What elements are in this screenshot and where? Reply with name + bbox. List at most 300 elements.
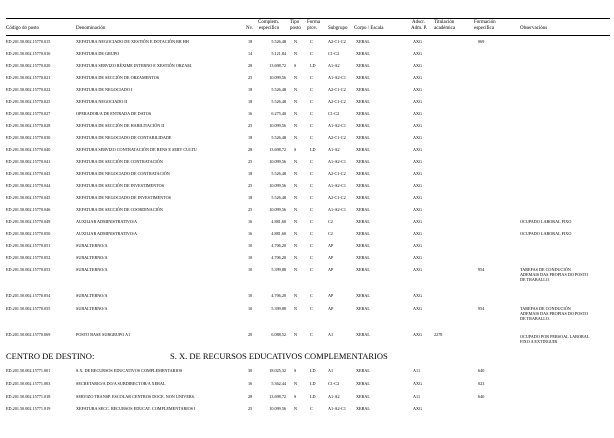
row-forma: C [310,219,313,224]
row-comp: 10.099,56 [269,183,286,188]
row-comp: 4.881,60 [271,231,286,236]
row-nivel: 25 [248,207,253,212]
row-adscr: AXG [413,267,423,272]
centro-destino-value: S. X. DE RECURSOS EDUCATIVOS COMPLEMENTARIOS [170,351,388,361]
table-row [0,99,614,109]
row-nivel: 10 [248,293,253,298]
row-adscr: A11 [413,394,421,399]
row-adscr: AXG [413,243,423,248]
row-tipo: N [294,171,298,176]
row-subgrupo: A1-A2 [328,63,340,68]
header-titulacion-1: Titulación [434,20,455,25]
row-observacion: DE TRABALLO. [520,277,550,282]
row-denom: AUXILIAR ADMINISTRATIVO/A [76,231,138,236]
row-denom: SUBALTERNO/A [76,293,108,298]
header-forma-1: Forma [307,20,321,25]
row-adscr: AXG [413,219,423,224]
row-tipo: N [294,332,298,337]
row-denom: XEFATURA SECC. RECURSOS EDUCAT. COMPLEMENTARIOS I [76,406,196,411]
row-corpo: XERAL [356,255,370,260]
row-comp: 5.526,48 [271,99,286,104]
row-denom: XEFATURA DE NEGOCIADO DE CONTRATACIÓN [76,171,170,176]
row-corpo: XERAL [356,39,370,44]
row-nivel: 30 [248,368,253,373]
row-formacion: 069 [478,39,485,44]
row-corpo: XERAL [356,394,370,399]
table-row [0,111,614,121]
row-adscr: AXG [413,87,423,92]
row-forma: C [310,332,313,337]
row-corpo: XERAL [356,243,370,248]
row-corpo: XERAL [356,231,370,236]
row-code: ED.201.50.002.15770.055 [6,306,51,311]
row-denom: SUBALTERNO/A [76,255,108,260]
row-denom: XEFATURA NEGOCIADO DE XESTIÓN E DOTACIÓN RR HH [76,39,189,44]
row-corpo: XERAL [356,63,370,68]
row-tipo: N [294,219,298,224]
row-corpo: XERAL [356,51,370,56]
table-row [0,75,614,85]
row-nivel: 25 [248,123,253,128]
row-tipo: N [294,267,298,272]
row-tipo: N [294,135,298,140]
row-adscr: AXG [413,332,423,337]
row-denom: SUBALTERNO/A [76,306,108,311]
row-adscr: AXG [413,195,423,200]
header-formacion-1: Formación [474,20,496,25]
row-code: ED.201.50.002.15770.046 [6,207,51,212]
row-denom: XEFATURA DE SECCIÓN DE CONTRATACIÓN [76,159,163,164]
row-comp: 4.706,20 [271,243,286,248]
row-subgrupo: A1-A2 [328,147,340,152]
row-denom: SECRETARIO/A DO/A SUBDIRECTOR/A XERAL [76,381,166,386]
row-nivel: 14 [248,51,253,56]
header-adscr-1: Adscr. [412,20,425,25]
row-forma: C [310,231,313,236]
row-nivel: 28 [248,147,253,152]
header-subgrupo: Subgrupo [328,26,348,31]
row-nivel: 18 [248,135,253,140]
row-subgrupo: AP [328,267,334,272]
row-adscr: AXG [413,63,423,68]
row-subgrupo: A1-A2-C1 [328,207,346,212]
row-subgrupo: C1-C2 [328,51,340,56]
row-subgrupo: A2-C1-C2 [328,195,346,200]
row-comp: 5.362,44 [271,381,286,386]
row-formacion: 954 [478,267,485,272]
table-row [0,195,614,205]
header-formacion-2: específica [474,26,494,31]
row-tipo: N [294,381,298,386]
row-code: ED.201.50.002.15770.049 [6,219,51,224]
row-tipo: N [294,255,298,260]
row-denom: SERVIZO TRANSP. ESCOLAR CENTROS DOCE. NON UNIVERS. [76,394,196,399]
row-comp: 5.399,88 [271,267,286,272]
row-code: ED.201.50.002.15770.041 [6,159,51,164]
row-tipo: S [294,394,297,399]
row-nivel: 18 [248,39,253,44]
row-forma: C [310,99,313,104]
table-row [0,381,614,391]
row-code: ED.201.50.002.15770.030 [6,135,51,140]
row-comp: 4.881,60 [271,219,286,224]
row-tipo: N [294,183,298,188]
row-nivel: 10 [248,243,253,248]
row-tipo: N [294,123,298,128]
row-forma: C [310,111,313,116]
row-corpo: XERAL [356,332,370,337]
centro-destino-heading [6,351,606,363]
header-complemento-2: específico [259,26,280,31]
row-forma: LD [310,381,316,386]
table-row [0,147,614,157]
row-adscr: AXG [413,293,423,298]
row-denom: POSTO BASE SUBGRUPO A1 [76,332,131,337]
table-row [0,368,614,378]
row-corpo: XERAL [356,171,370,176]
row-forma: C [310,183,313,188]
row-corpo: XERAL [356,123,370,128]
row-forma: C [310,51,313,56]
row-subgrupo: A1-A2-C1 [328,75,346,80]
row-subgrupo: C1-C2 [328,381,340,386]
table-row [0,394,614,404]
row-comp: 13.698,72 [269,147,286,152]
row-forma: C [310,75,313,80]
row-nivel: 10 [248,306,253,311]
table-row [0,207,614,217]
row-formacion: 640 [478,394,485,399]
row-observacion: OCUPADO LABORAL FIXO [520,219,572,224]
row-nivel: 28 [248,63,253,68]
row-comp: 6.275,40 [271,111,286,116]
row-nivel: 16 [248,381,253,386]
row-adscr: AXG [413,406,423,411]
row-formacion: 023 [478,381,485,386]
row-code: ED.201.50.002.15771.003 [6,381,51,386]
row-subgrupo: AP [328,306,334,311]
row-comp: 6.088,52 [271,332,286,337]
row-corpo: XERAL [356,195,370,200]
table-row [0,231,614,241]
row-denom: XEFATURA DE SECCIÓN DE HABILITACIÓN II [76,123,165,128]
row-corpo: XERAL [356,99,370,104]
row-adscr: AXG [413,147,423,152]
row-adscr: AXG [413,99,423,104]
row-formacion: 954 [478,306,485,311]
header-denominacion: Denominación [76,26,106,31]
row-adscr: AXG [413,381,423,386]
row-observacion: TAREFAS DE CONDUCIÓN [520,267,571,272]
row-tipo: N [294,39,298,44]
row-forma: C [310,39,313,44]
table-row [0,255,614,265]
row-tipo: N [294,293,298,298]
row-nivel: 25 [248,183,253,188]
row-tipo: N [294,231,298,236]
row-subgrupo: A1-A2-C1 [328,183,346,188]
row-tipo: N [294,75,298,80]
table-row [0,123,614,133]
row-code: ED.201.50.002.15770.027 [6,111,51,116]
row-corpo: XERAL [356,87,370,92]
row-observacion: ADEMAIS DAS PROPIAS DO POSTO [520,272,589,277]
row-subgrupo: A2-C1-C2 [328,135,346,140]
row-nivel: 18 [248,195,253,200]
row-forma: C [310,195,313,200]
row-forma: C [310,406,313,411]
row-nivel: 16 [248,219,253,224]
row-adscr: AXG [413,123,423,128]
row-code: ED.201.50.002.15770.040 [6,147,51,152]
row-subgrupo: A2-C1-C2 [328,87,346,92]
row-corpo: XERAL [356,293,370,298]
row-tipo: N [294,99,298,104]
row-denom: XEFATURA DE NEGOCIADO DE INVESTIMENTOS [76,195,171,200]
row-code: ED.201.50.002.15770.016 [6,51,51,56]
row-adscr: AXG [413,231,423,236]
row-code: ED.201.50.002.15770.044 [6,183,51,188]
table-row [0,267,614,291]
row-denom: XEFATURA DE NEGOCIADO I [76,87,133,92]
row-nivel: 16 [248,111,253,116]
row-code: ED.201.50.002.15770.051 [6,243,51,248]
row-denom: AUXILIAR ADMINISTRATIVO/A [76,219,138,224]
table-row [0,306,614,328]
row-comp: 10.099,56 [269,123,286,128]
row-nivel: 10 [248,267,253,272]
row-corpo: XERAL [356,306,370,311]
row-denom: XEFATURA SERVIZO RÉXIME INTERNO E XESTIÓN ORZAM. [76,63,193,68]
row-denom: SUBALTERNO/A [76,243,108,248]
row-comp: 10.099,56 [269,75,286,80]
row-adscr: AXG [413,75,423,80]
row-nivel: 16 [248,231,253,236]
row-adscr: AXG [413,135,423,140]
row-comp: 5.121,84 [271,51,286,56]
row-adscr: AXG [413,51,423,56]
row-formacion: 640 [478,368,485,373]
row-corpo: XERAL [356,267,370,272]
row-tipo: N [294,207,298,212]
row-comp: 5.526,48 [271,87,286,92]
row-denom: S.X. DE RECURSOS EDUCATIVOS COMPLEMENTARIOS [76,368,183,373]
row-forma: C [310,207,313,212]
row-denom: XEFATURA DE SECCIÓN DE ORZAMENTOS [76,75,160,80]
row-forma: C [310,123,313,128]
table-row [0,243,614,253]
row-forma: C [310,171,313,176]
row-corpo: XERAL [356,111,370,116]
row-adscr: AXG [413,207,423,212]
row-subgrupo: A1-A2 [328,394,340,399]
row-code: ED.201.50.002.15770.020 [6,63,51,68]
row-forma: C [310,255,313,260]
row-tipo: N [294,406,298,411]
header-corpo: Corpo / Escala [354,26,384,31]
row-comp: 5.526,48 [271,195,286,200]
row-forma: C [310,159,313,164]
table-row [0,171,614,181]
row-nivel: 18 [248,171,253,176]
row-adscr: A11 [413,368,421,373]
row-code: ED.201.50.002.15770.050 [6,231,51,236]
row-subgrupo: A1-A2-C1 [328,123,346,128]
row-comp: 13.698,72 [269,63,286,68]
row-code: ED.201.50.002.15770.053 [6,267,51,272]
table-row [0,87,614,97]
row-tipo: N [294,243,298,248]
row-adscr: AXG [413,171,423,176]
row-comp: 4.706,20 [271,255,286,260]
row-nivel: 25 [248,406,253,411]
row-denom: XEFATURA DE SECCIÓN DE INVESTIMENTOS [76,183,165,188]
row-subgrupo: A2-C1-C2 [328,171,346,176]
row-corpo: XERAL [356,368,370,373]
header-nivel: Nv. [246,26,254,31]
row-nivel: 20 [248,332,253,337]
row-corpo: XERAL [356,406,370,411]
header-tipo-2: posto [290,26,301,31]
row-code: ED.201.50.002.15770.022 [6,87,51,92]
row-comp: 10.099,56 [269,159,286,164]
row-code: ED.201.50.002.15770.052 [6,255,51,260]
row-comp: 5.526,48 [271,171,286,176]
row-subgrupo: A1-A2-C1 [328,406,346,411]
row-subgrupo: A1 [328,332,334,337]
row-adscr: AXG [413,159,423,164]
row-subgrupo: AP [328,293,334,298]
row-subgrupo: A1 [328,368,334,373]
row-observacion: OCUPADO LABORAL FIXO [520,231,572,236]
row-nivel: 18 [248,99,253,104]
row-tipo: S [294,63,297,68]
row-subgrupo: C2 [328,231,333,236]
row-tipo: N [294,111,298,116]
header-tipo-1: Tipo [290,20,300,25]
row-subgrupo: A1-A2-C1 [328,159,346,164]
table-row [0,406,614,416]
row-corpo: XERAL [356,207,370,212]
row-corpo: XERAL [356,219,370,224]
row-subgrupo: C1-C2 [328,111,340,116]
row-denom: XEFATURA NEGOCIADO II [76,99,128,104]
row-corpo: XERAL [356,147,370,152]
row-code: ED.201.50.002.15770.025 [6,99,51,104]
row-tipo: N [294,87,298,92]
row-subgrupo: C2 [328,219,333,224]
row-code: ED.201.50.002.15770.015 [6,39,51,44]
table-row [0,332,614,348]
row-corpo: XERAL [356,159,370,164]
row-forma: LD [310,394,316,399]
row-observacion: OCUPADO POR PERSOAL LABORAL [520,334,590,339]
row-adscr: AXG [413,39,423,44]
row-comp: 10.099,56 [269,207,286,212]
row-comp: 5.526,48 [271,135,286,140]
header-complemento-1: Complem. [258,20,279,25]
row-observacion: TAREFAS DE CONDUCIÓN [520,306,571,311]
row-comp: 5.526,48 [271,39,286,44]
row-comp: 18.025,32 [269,368,286,373]
row-denom: XEFATURA DE SECCIÓN DE COORDINACIÓN [76,207,163,212]
header-top-rule [6,18,610,19]
row-code: ED.201.50.002.15770.043 [6,171,51,176]
row-forma: C [310,267,313,272]
row-forma: LD [310,63,316,68]
header-bottom-rule [6,35,610,36]
row-forma: LD [310,368,316,373]
row-tipo: N [294,306,298,311]
row-corpo: XERAL [356,135,370,140]
header-forma-2: prov. [307,26,318,31]
row-denom: OPERADOR/A DE ENTRADA DE DATOS [76,111,152,116]
row-subgrupo: A2-C1-C2 [328,99,346,104]
row-code: ED.201.50.002.15771.018 [6,394,51,399]
row-corpo: XERAL [356,381,370,386]
table-row [0,63,614,73]
row-code: ED.201.50.002.15770.021 [6,75,51,80]
row-forma: C [310,243,313,248]
row-nivel: 10 [248,255,253,260]
table-row [0,219,614,229]
row-code: ED.201.50.002.15770.045 [6,195,51,200]
row-subgrupo: AP [328,243,334,248]
row-code: ED.201.50.002.15771.019 [6,406,51,411]
header-titulacion-2: académica [434,26,456,31]
row-nivel: 25 [248,75,253,80]
table-row [0,51,614,61]
row-observacion: FIXO A EXTINGUIR [520,339,558,344]
row-comp: 10.099,56 [269,406,286,411]
row-adscr: AXG [413,255,423,260]
row-code: ED.201.50.002.15771.001 [6,368,51,373]
row-adscr: AXG [413,306,423,311]
row-denom: SUBALTERNO/A [76,267,108,272]
row-corpo: XERAL [356,183,370,188]
table-row [0,135,614,145]
row-nivel: 25 [248,159,253,164]
row-denom: XEFATURA SERVIZO CONTRATACIÓN DE BENS E SERV CULTU [76,147,197,152]
row-comp: 4.706,20 [271,293,286,298]
row-tipo: N [294,51,298,56]
row-nivel: 18 [248,87,253,92]
row-code: ED.201.50.002.15770.028 [6,123,51,128]
row-corpo: XERAL [356,75,370,80]
header-observacions: Observacións [520,26,548,31]
row-observacion: DE TRABALLO. [520,316,550,321]
row-denom: XEFATURA DE GRUPO [76,51,120,56]
row-subgrupo: AP [328,255,334,260]
row-tipo: S [294,147,297,152]
row-code: ED.201.50.002.15770.054 [6,293,51,298]
row-forma: C [310,135,313,140]
row-tipo: S [294,368,297,373]
row-forma: LD [310,147,316,152]
row-denom: XEFATURA DE NEGOCIADO DE CONTABILIDADE [76,135,172,140]
centro-destino-label: CENTRO DE DESTINO: [6,351,95,361]
row-titulacion: 2278 [434,332,443,337]
row-subgrupo: A2-C1-C2 [328,39,346,44]
header-adscr-2: Adm. P. [411,26,427,31]
table-row [0,293,614,303]
row-adscr: AXG [413,111,423,116]
row-forma: C [310,293,313,298]
table-row [0,39,614,49]
row-comp: 5.399,88 [271,306,286,311]
row-observacion: ADEMAIS DAS PROPIAS DO POSTO [520,311,589,316]
row-forma: C [310,87,313,92]
